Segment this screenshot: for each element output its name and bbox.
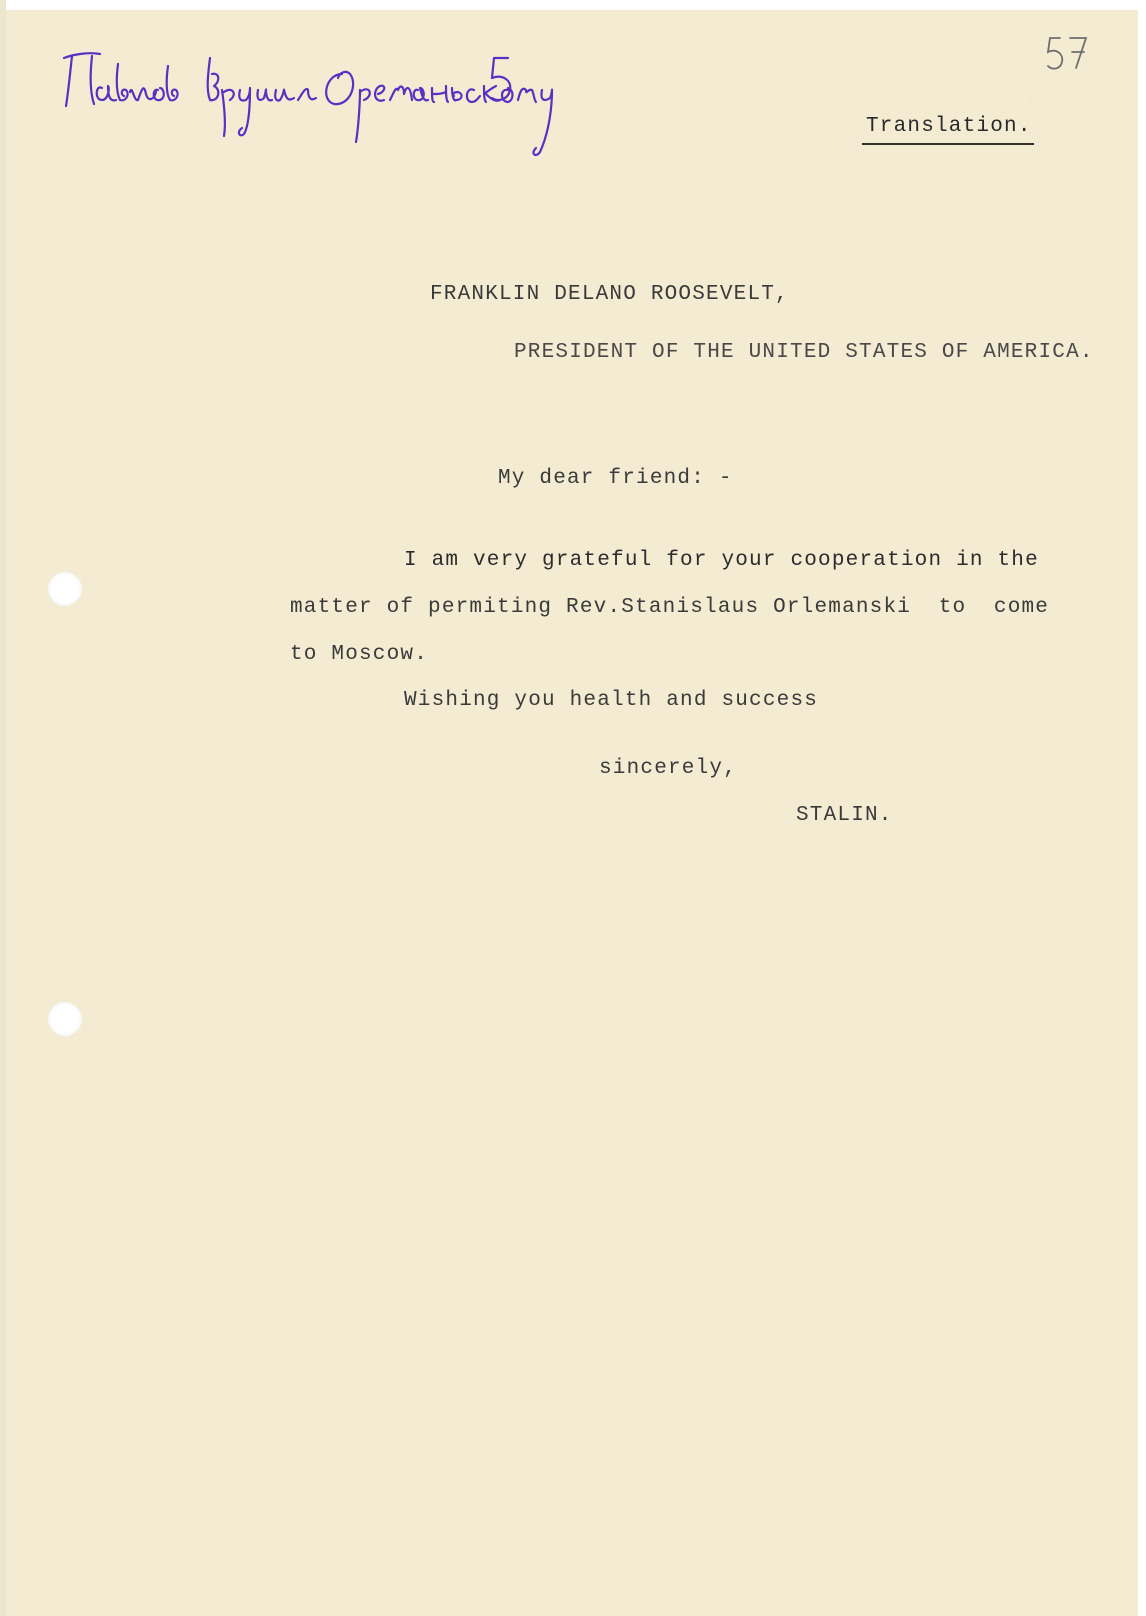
folio-number-mark — [1030, 28, 1130, 118]
body-line: matter of permiting Rev.Stanislaus Orlemanski to come — [290, 596, 1050, 619]
paper-left-edge — [0, 0, 6, 1616]
punch-hole-upper — [48, 572, 82, 606]
salutation: My dear friend: - — [498, 467, 733, 490]
closing: sincerely, — [599, 757, 738, 780]
addressee-title: PRESIDENT OF THE UNITED STATES OF AMERICA. — [514, 341, 1094, 364]
handwritten-annotation — [60, 44, 580, 164]
signature: STALIN. — [796, 804, 893, 827]
body-line: I am very grateful for your cooperation in the — [404, 549, 1039, 572]
body-line: to Moscow. — [290, 643, 429, 666]
addressee-name: FRANKLIN DELANO ROOSEVELT, — [430, 283, 789, 306]
wishes-line: Wishing you health and success — [404, 689, 819, 712]
punch-hole-lower — [48, 1002, 82, 1036]
paper-right-edge — [1138, 0, 1146, 1616]
translation-heading: Translation. — [866, 115, 1032, 138]
paper-top-edge — [0, 0, 1146, 10]
heading-underline — [862, 143, 1034, 145]
